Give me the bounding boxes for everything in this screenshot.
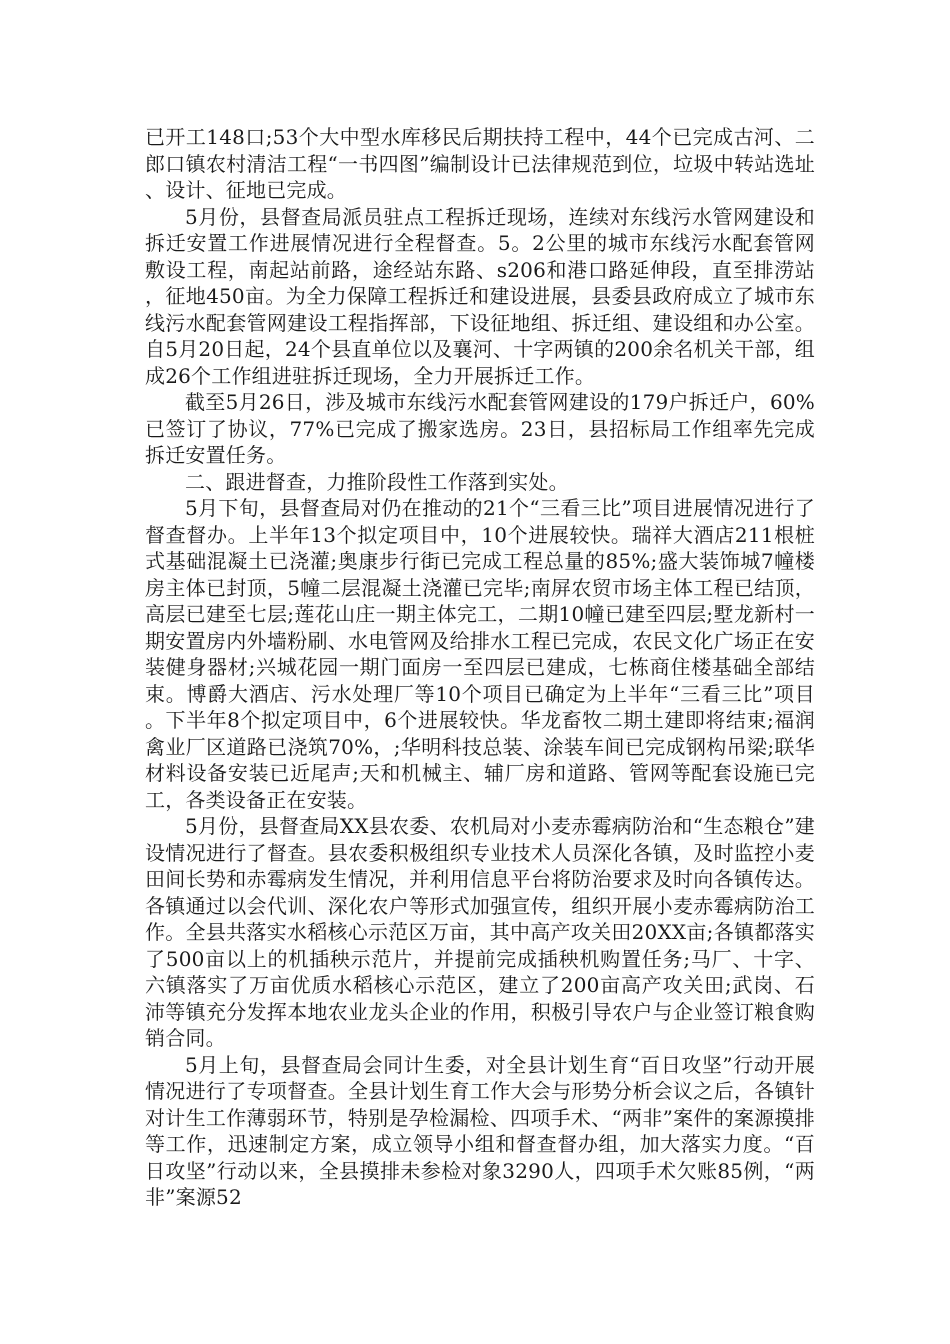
paragraph-5: 5月份，县督查局XX县农委、农机局对小麦赤霉病防治和“生态粮仓”建设情况进行了督查。县农委积极组织专业技术人员深化各镇，及时监控小麦田间长势和赤霉病发生情况，并利用信息平台将防治要求及时向各镇传达。各镇通过以会代训、深化农户等形式加强宣传，组织开展小麦赤霉病防治工作。全县共落实水稻核心示范区万亩，其中高产攻关田20XX亩;各镇都落实了500亩以上的机插秧示范片，并提前完成插秧机购置任务;马厂、十字、六镇落实了万亩优质水稻核心示范区，建立了200亩高产攻关田;武岗、石沛等镇充分发挥本地农业龙头企业的作用，积极引导农户与企业签订粮食购销合同。 <box>145 814 815 1050</box>
section-heading: 二、跟进督查，力推阶段性工作落到实处。 <box>185 469 569 494</box>
paragraph-4: 5月下旬，县督查局对仍在推动的21个“三看三比”项目进展情况进行了督查督办。上半年13个拟定项目中，10个进展较快。瑞祥大酒店211根桩式基础混凝土已浇灌;奥康步行街已完成工程总量的85%;盛大装饰城7幢楼房主体已封顶，5幢二层混凝土浇灌已完毕;南屏农贸市场主体工程已结顶，高层已建至七层;莲花山庄一期主体完工，二期10幢已建至四层;墅龙新村一期安置房内外墙粉刷、水电管网及给排水工程已完成，农民文化广场正在安装健身器材;兴城花园一期门面房一至四层已建成，七栋商住楼基础全部结束。博爵大酒店、污水处理厂等10个项目已确定为上半年“三看三比”项目。下半年8个拟定项目中，6个进展较快。华龙畜牧二期土建即将结束;福润禽业厂区道路已浇筑70%，;华明科技总装、涂装车间已完成钢构吊梁;联华材料设备安装已近尾声;天和机械主、辅厂房和道路、管网等配套设施已完工，各类设备正在安装。 <box>145 496 815 812</box>
paragraph-2: 5月份，县督查局派员驻点工程拆迁现场，连续对东线污水管网建设和拆迁安置工作进展情况进行全程督查。5。2公里的城市东线污水配套管网敷设工程，南起站前路，途经站东路、s206和港口路延伸段，直至排涝站，征地450亩。为全力保障工程拆迁和建设进展，县委县政府成立了城市东线污水配套管网建设工程指挥部，下设征地组、拆迁组、建设组和办公室。自5月20日起，24个县直单位以及襄河、十字两镇的200余名机关干部，组成26个工作组进驻拆迁现场，全力开展拆迁工作。 <box>145 204 815 388</box>
paragraph-6: 5月上旬，县督查局会同计生委，对全县计划生育“百日攻坚”行动开展情况进行了专项督查。全县计划生育工作大会与形势分析会议之后，各镇针对计生工作薄弱环节，特别是孕检漏检、四项手术、“两非”案件的案源摸排等工作，迅速制定方案，成立领导小组和督查督办组，加大落实力度。“百日攻坚”行动以来，全县摸排未参检对象3290人，四项手术欠账85例，“两非”案源52 <box>145 1052 815 1209</box>
paragraph-1: 已开工148口;53个大中型水库移民后期扶持工程中，44个已完成古河、二郎口镇农村清洁工程“一书四图”编制设计已法律规范到位，垃圾中转站选址、设计、征地已完成。 <box>145 125 815 202</box>
paragraph-3: 截至5月26日，涉及城市东线污水配套管网建设的179户拆迁户，60%已签订了协议，77%已完成了搬家选房。23日，县招标局工作组率先完成拆迁安置任务。 <box>145 390 815 467</box>
document-body <box>145 124 815 1211</box>
